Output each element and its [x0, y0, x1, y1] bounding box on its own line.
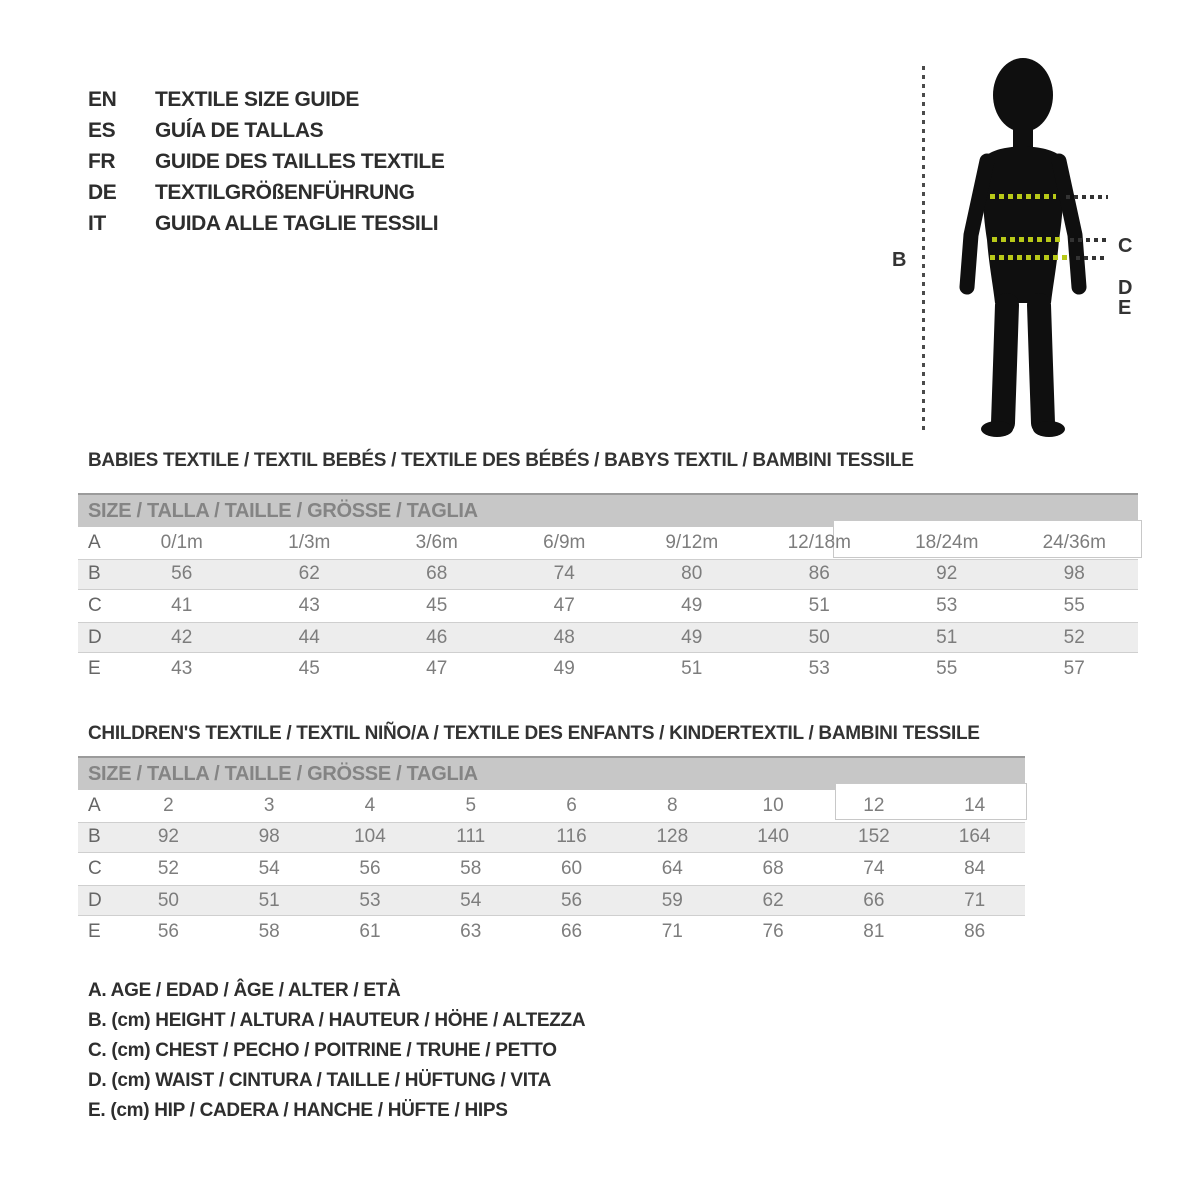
- children-table-header: SIZE / TALLA / TAILLE / GRÖSSE / TAGLIA: [78, 756, 1025, 790]
- table-cell: 42: [171, 626, 193, 648]
- table-cell: 12: [863, 794, 885, 816]
- row-label: D: [88, 626, 102, 648]
- table-cell: 51: [681, 658, 703, 680]
- language-title: GUIDE DES TAILLES TEXTILE: [155, 149, 445, 173]
- chest-label: C: [1118, 235, 1133, 257]
- babies-table-header: SIZE / TALLA / TAILLE / GRÖSSE / TAGLIA: [78, 493, 1138, 527]
- row-label: A: [88, 531, 101, 553]
- children-table-body: [78, 790, 1025, 948]
- table-cell: 71: [964, 889, 986, 911]
- table-cell: 46: [426, 626, 448, 648]
- language-title: TEXTILE SIZE GUIDE: [155, 87, 359, 111]
- language-row-es: [88, 115, 444, 146]
- language-row-en: [88, 84, 444, 115]
- measurement-legend: [88, 976, 585, 1126]
- waist-label: D: [1118, 277, 1133, 299]
- language-row-fr: [88, 146, 444, 177]
- hip-label: E: [1118, 297, 1132, 319]
- table-cell: 41: [171, 594, 193, 616]
- table-cell: 56: [359, 857, 381, 879]
- table-cell: 62: [762, 889, 784, 911]
- children-size-table: [78, 756, 1025, 948]
- table-cell: 61: [359, 921, 381, 943]
- table-cell: 98: [258, 826, 280, 848]
- table-cell: 58: [258, 921, 280, 943]
- table-cell: 68: [762, 857, 784, 879]
- table-cell: 74: [863, 857, 885, 879]
- table-cell: 52: [1063, 626, 1085, 648]
- row-label: A: [88, 794, 101, 816]
- babies-section-title: BABIES TEXTILE / TEXTIL BEBÉS / TEXTILE DES BÉBÉS / BABYS TEXTIL / BAMBINI TESSILE: [88, 450, 914, 471]
- table-row-d: [78, 622, 1138, 654]
- language-code: ES: [88, 118, 116, 142]
- table-cell: 48: [553, 626, 575, 648]
- row-label: B: [88, 563, 101, 585]
- table-cell: 50: [808, 626, 830, 648]
- table-cell: 71: [661, 921, 683, 943]
- table-cell: 98: [1063, 563, 1085, 585]
- table-cell: 92: [157, 826, 179, 848]
- table-cell: 152: [858, 826, 890, 848]
- table-row-c: [78, 590, 1138, 622]
- row-label: D: [88, 889, 102, 911]
- table-cell: 6/9m: [543, 531, 586, 553]
- table-cell: 54: [258, 857, 280, 879]
- table-cell: 12/18m: [787, 531, 851, 553]
- table-cell: 49: [681, 626, 703, 648]
- row-label: C: [88, 594, 102, 616]
- height-label: B: [892, 249, 907, 271]
- language-title: GUÍA DE TALLAS: [155, 118, 324, 142]
- table-row-b: [78, 559, 1138, 591]
- table-cell: 84: [964, 857, 986, 879]
- table-cell: 58: [460, 857, 482, 879]
- table-cell: 51: [258, 889, 280, 911]
- chest-measure-dash: [990, 194, 1056, 199]
- chest-measure-dots: [1066, 195, 1108, 199]
- table-cell: 3/6m: [415, 531, 458, 553]
- table-cell: 57: [1063, 658, 1085, 680]
- table-cell: 44: [298, 626, 320, 648]
- language-title: TEXTILGRÖßENFÜHRUNG: [155, 180, 415, 204]
- table-cell: 116: [556, 826, 587, 848]
- table-cell: 5: [465, 794, 477, 816]
- table-cell: 1/3m: [288, 531, 331, 553]
- row-label: B: [88, 826, 101, 848]
- language-code: EN: [88, 87, 117, 111]
- children-section-title: CHILDREN'S TEXTILE / TEXTIL NIÑO/A / TEXTILE DES ENFANTS / KINDERTEXTIL / BAMBINI TESSILE: [88, 723, 980, 744]
- language-list: [88, 84, 444, 239]
- table-cell: 53: [808, 658, 830, 680]
- row-label: E: [88, 921, 101, 943]
- babies-size-table: [78, 493, 1138, 685]
- legend-line-e: E. (cm) HIP / CADERA / HANCHE / HÜFTE / HIPS: [88, 1100, 508, 1121]
- table-cell: 164: [958, 826, 991, 848]
- table-row-c: [78, 853, 1025, 885]
- language-row-it: [88, 208, 444, 239]
- table-cell: 59: [661, 889, 683, 911]
- table-cell: 18/24m: [915, 531, 979, 553]
- table-cell: 104: [354, 826, 386, 848]
- table-cell: 81: [863, 921, 885, 943]
- legend-line-b: B. (cm) HEIGHT / ALTURA / HAUTEUR / HÖHE / ALTEZZA: [88, 1010, 586, 1031]
- legend-line-a: A. AGE / EDAD / ÂGE / ALTER / ETÀ: [88, 980, 401, 1001]
- hip-measure-dots: [1076, 256, 1108, 260]
- table-cell: 53: [936, 594, 958, 616]
- table-cell: 3: [263, 794, 275, 816]
- table-cell: 53: [359, 889, 381, 911]
- table-cell: 24/36m: [1042, 531, 1106, 553]
- table-cell: 6: [566, 794, 577, 816]
- table-cell: 140: [757, 826, 789, 848]
- table-cell: 51: [936, 626, 958, 648]
- table-cell: 66: [560, 921, 583, 943]
- table-cell: 55: [1063, 594, 1085, 616]
- table-cell: 10: [762, 794, 784, 816]
- table-cell: 50: [157, 889, 179, 911]
- child-figure: [880, 50, 1200, 450]
- table-cell: 86: [964, 921, 986, 943]
- table-cell: 56: [560, 889, 583, 911]
- height-measure-line: [922, 66, 925, 432]
- table-cell: 60: [560, 857, 583, 879]
- table-cell: 9/12m: [665, 531, 719, 553]
- table-cell: 14: [964, 794, 986, 816]
- table-cell: 54: [460, 889, 482, 911]
- table-cell: 74: [553, 563, 575, 585]
- hip-measure-dash: [990, 255, 1068, 260]
- table-cell: 2: [163, 794, 174, 816]
- table-cell: 52: [157, 857, 179, 879]
- language-code: DE: [88, 180, 117, 204]
- language-title: GUIDA ALLE TAGLIE TESSILI: [155, 211, 439, 235]
- table-cell: 47: [426, 658, 448, 680]
- row-label: C: [88, 857, 102, 879]
- table-cell: 56: [171, 563, 193, 585]
- table-cell: 43: [171, 658, 193, 680]
- table-row-b: [78, 822, 1025, 854]
- table-cell: 56: [157, 921, 179, 943]
- table-cell: 128: [656, 826, 689, 848]
- language-code: FR: [88, 149, 116, 173]
- table-cell: 0/1m: [160, 531, 203, 553]
- child-silhouette-icon: [957, 55, 1087, 440]
- table-cell: 76: [762, 921, 784, 943]
- table-cell: 68: [426, 563, 448, 585]
- table-cell: 66: [863, 889, 885, 911]
- waist-measure-dash: [992, 237, 1062, 242]
- table-cell: 64: [661, 857, 683, 879]
- table-cell: 47: [553, 594, 575, 616]
- table-cell: 51: [808, 594, 830, 616]
- waist-measure-dots: [1070, 238, 1108, 242]
- table-cell: 49: [681, 594, 703, 616]
- table-cell: 45: [426, 594, 448, 616]
- table-cell: 8: [667, 794, 678, 816]
- table-cell: 4: [364, 794, 376, 816]
- legend-line-c: C. (cm) CHEST / PECHO / POITRINE / TRUHE / PETTO: [88, 1040, 557, 1061]
- table-cell: 80: [681, 563, 703, 585]
- table-cell: 49: [553, 658, 575, 680]
- table-row-e: [78, 916, 1025, 948]
- table-cell: 45: [298, 658, 320, 680]
- table-cell: 63: [460, 921, 482, 943]
- table-cell: 55: [936, 658, 958, 680]
- table-row-d: [78, 885, 1025, 917]
- table-cell: 86: [808, 563, 830, 585]
- table-cell: 111: [456, 826, 486, 848]
- babies-table-body: [78, 527, 1138, 685]
- legend-line-d: D. (cm) WAIST / CINTURA / TAILLE / HÜFTUNG / VITA: [88, 1070, 552, 1091]
- table-cell: 92: [936, 563, 958, 585]
- table-cell: 62: [298, 563, 320, 585]
- language-code: IT: [88, 211, 106, 235]
- row-label: E: [88, 658, 101, 680]
- table-row-e: [78, 653, 1138, 685]
- table-cell: 43: [298, 594, 320, 616]
- language-row-de: [88, 177, 444, 208]
